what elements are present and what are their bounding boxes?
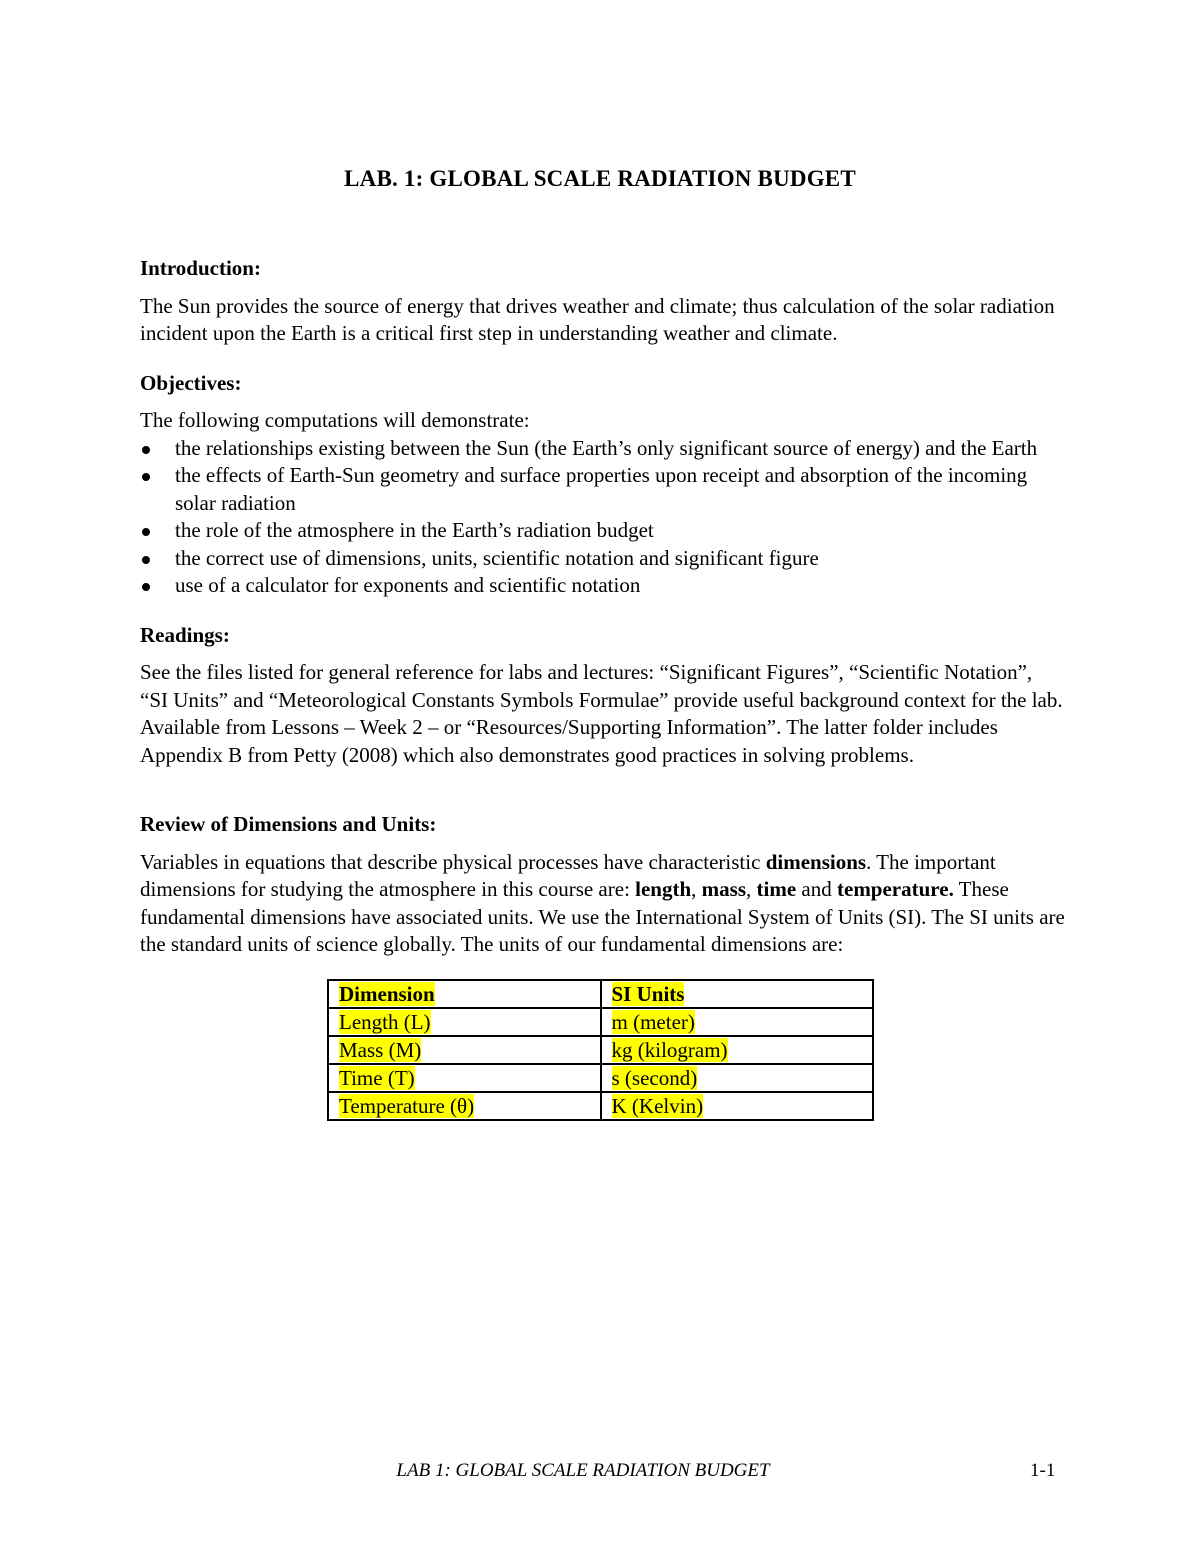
table-cell: [601, 1092, 874, 1120]
bullet-icon: [142, 556, 150, 564]
objectives-heading: Objectives:: [140, 370, 242, 395]
cell-unit: kg (kilogram): [611, 1037, 728, 1062]
dimensions-term: dimensions: [765, 849, 867, 874]
readings-paragraph: See the files listed for general reference for labs and lectures: “Significant Figures”, “Scientific Notation”, “SI Units” and “Meteorological Constants Symbols Formulae” provide useful background context for the lab. Available from Lessons – Week 2 – or “Resources/Supporting Information”. The latter folder includes Appendix B from Petty (2008) which also demonstrates good practices in solving problems.: [140, 660, 1063, 767]
review-heading: Review of Dimensions and Units:: [140, 812, 437, 836]
review-paragraph: [140, 849, 1065, 959]
list-item-text: use of a calculator for exponents and scientific notation: [175, 573, 641, 597]
readings-heading: Readings:: [140, 622, 230, 647]
temperature-term: temperature.: [837, 877, 954, 901]
document-body: [140, 255, 1065, 1121]
table-row: [328, 1092, 873, 1120]
objectives-lead: The following computations will demonstrate:: [140, 408, 530, 432]
section-spacer: [140, 791, 1065, 811]
table-cell: [328, 1064, 601, 1092]
length-term: length: [635, 877, 692, 901]
header-dimension: Dimension: [339, 981, 435, 1006]
page-title: LAB. 1: GLOBAL SCALE RADIATION BUDGET: [344, 166, 856, 191]
separator-comma: ,: [691, 877, 702, 901]
bullet-icon: [142, 446, 150, 454]
cell-dimension: Time (T): [339, 1065, 415, 1090]
list-item: [140, 462, 1065, 517]
list-item: [140, 545, 1065, 573]
list-item: [140, 517, 1065, 545]
list-item: [140, 572, 1065, 600]
bullet-icon: [142, 583, 150, 591]
objectives-list: [140, 435, 1065, 600]
dimensions-table: [327, 979, 874, 1121]
cell-dimension: Mass (M): [339, 1037, 422, 1062]
cell-unit: K (Kelvin): [611, 1093, 704, 1118]
table-cell: [601, 1064, 874, 1092]
bullet-icon: [142, 473, 150, 481]
introduction-paragraph: The Sun provides the source of energy that drives weather and climate; thus calculation of the solar radiation incident upon the Earth is a critical first step in understanding weather and climate.: [140, 293, 1055, 345]
introduction-heading: Introduction:: [140, 256, 261, 280]
list-item-text: the correct use of dimensions, units, scientific notation and significant figure: [175, 545, 819, 570]
review-text-2: . The important dimensions for studying the atmosphere in this course are:: [140, 849, 996, 901]
table-cell: [601, 1008, 874, 1036]
table-cell: [328, 1036, 601, 1064]
cell-unit: s (second): [611, 1065, 698, 1090]
separator-comma: ,: [746, 877, 757, 901]
header-si-units: SI Units: [611, 981, 685, 1006]
table-cell: [328, 1008, 601, 1036]
time-term: time: [756, 877, 797, 901]
cell-dimension: Temperature (θ): [339, 1093, 475, 1118]
bullet-icon: [142, 528, 150, 536]
page-number: 1-1: [1030, 1460, 1056, 1481]
footer-title: LAB 1: GLOBAL SCALE RADIATION BUDGET: [396, 1460, 770, 1481]
table-row: [328, 1036, 873, 1064]
review-text-3: These fundamental dimensions have associated units. We use the International System of Units (SI). The SI units are the standard units of science globally. The units of our fundamental dimensions are:: [140, 877, 1065, 956]
table-header-cell: [601, 980, 874, 1008]
table-header-row: [328, 980, 873, 1008]
list-item: [140, 435, 1065, 463]
separator-and: and: [796, 877, 837, 901]
table-row: [328, 1064, 873, 1092]
table-header-cell: [328, 980, 601, 1008]
list-item-text: the role of the atmosphere in the Earth’s radiation budget: [175, 518, 654, 542]
cell-unit: m (meter): [611, 1009, 695, 1034]
list-item-text: the effects of Earth-Sun geometry and surface properties upon receipt and absorption of the incoming solar radiation: [175, 463, 1028, 515]
table-cell: [328, 1092, 601, 1120]
mass-term: mass: [701, 877, 747, 901]
list-item-text: the relationships existing between the Sun (the Earth’s only significant source of energy) and the Earth: [175, 435, 1038, 460]
table-cell: [601, 1036, 874, 1064]
table-row: [328, 1008, 873, 1036]
cell-dimension: Length (L): [339, 1009, 431, 1034]
review-text-1: Variables in equations that describe physical processes have characteristic: [140, 849, 766, 874]
